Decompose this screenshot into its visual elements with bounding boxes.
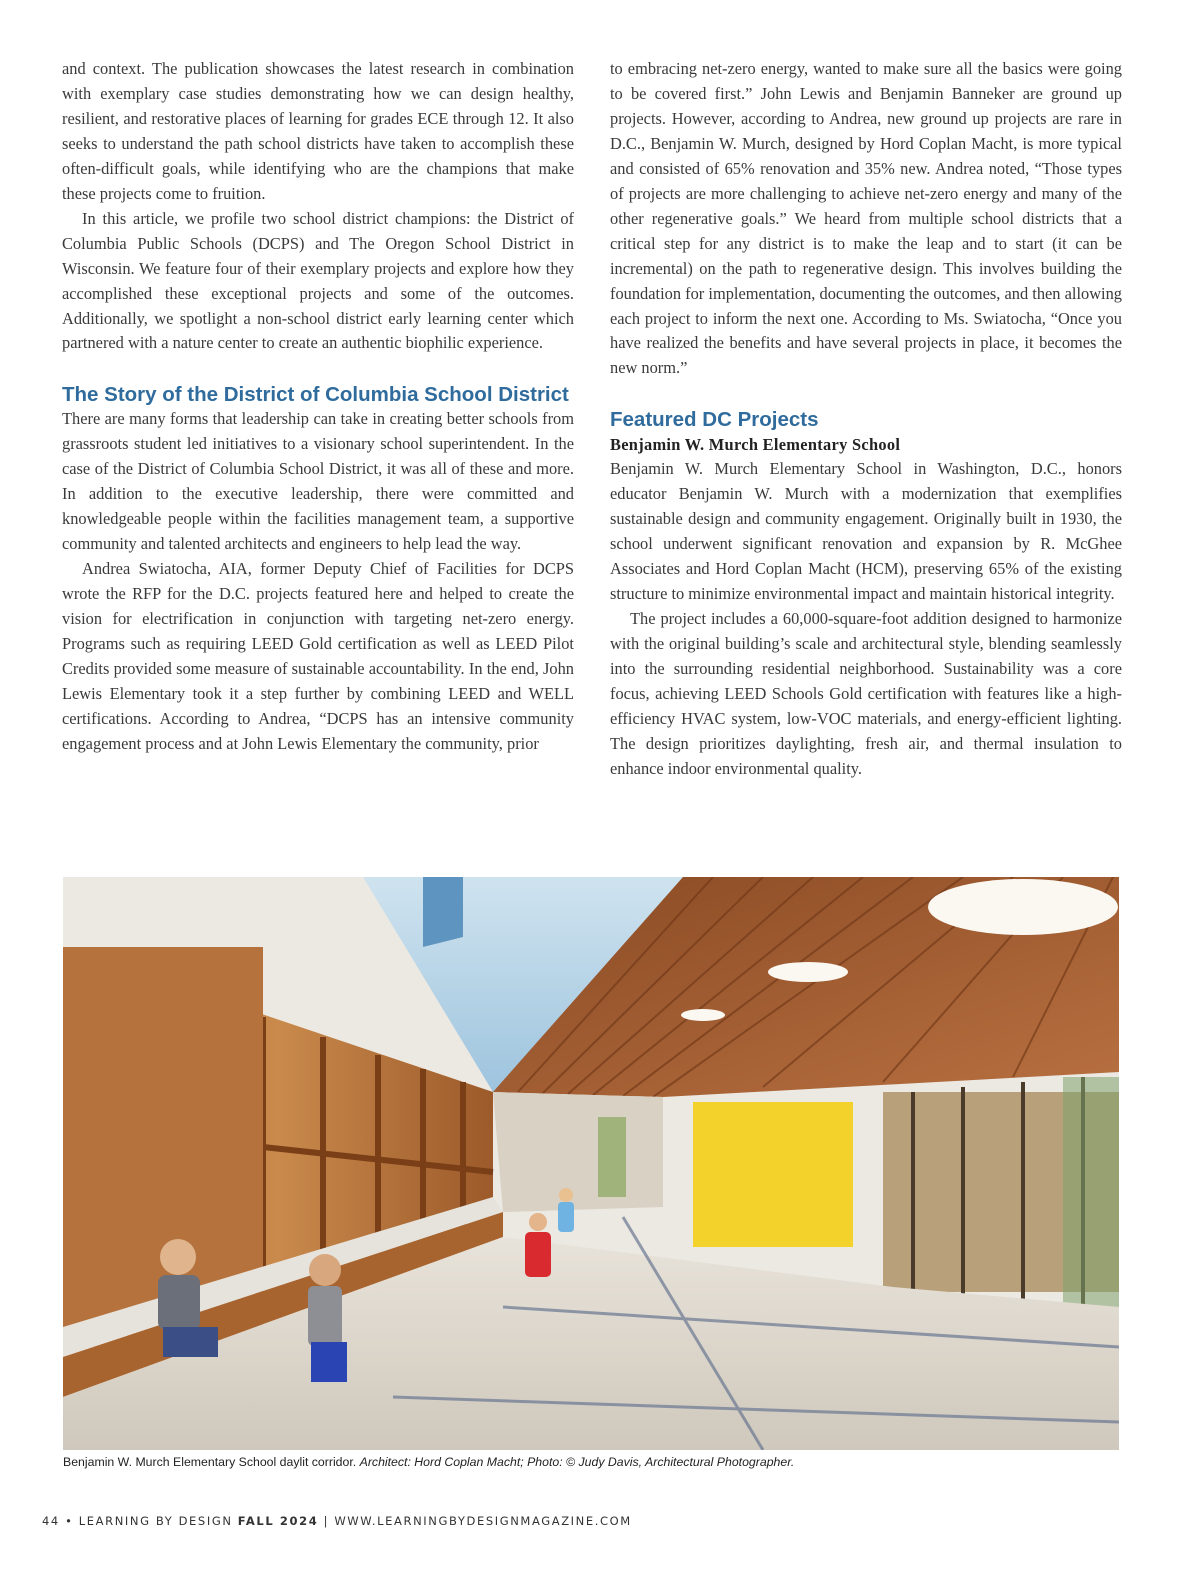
addition-paragraph: The project includes a 60,000-square-foot addition designed to harmonize with the original building’s scale and architectural style, blending seamlessly into the surrounding residential neighborhood. Sustainability was a core focus, achieving LEED Schools Gold certification with features like a high-efficiency HVAC system, low-VOC materials, and energy-efficient lighting. The design prioritizes daylighting, fresh air, and thermal insulation to enhance indoor environmental quality. [610,609,1122,778]
website-link[interactable]: WWW.LEARNINGBYDESIGNMAGAZINE.COM [334,1514,632,1528]
magazine-name: LEARNING BY DESIGN [78,1514,233,1528]
district-story-heading: The Story of the District of Columbia School District [62,383,569,407]
featured-projects-heading: Featured DC Projects [610,408,819,432]
caption-credit: Architect: Hord Coplan Macht; Photo: © Judy Davis, Architectural Photographer. [359,1455,795,1469]
murch-school-subheading: Benjamin W. Murch Elementary School [610,435,901,455]
caption-text: Benjamin W. Murch Elementary School daylit corridor. [63,1455,357,1469]
page-footer [42,1514,632,1528]
right-column [610,57,1122,782]
issue-label: FALL 2024 [237,1514,319,1528]
corridor-photo [63,877,1119,1450]
photo-caption [63,1455,1119,1469]
footer-separator: | [323,1514,330,1528]
murch-paragraph: Benjamin W. Murch Elementary School in Washington, D.C., honors educator Benjamin W. Murch with a modernization that exemplifies sustainable design and community engagement. Originally built in 1930, the school underwent significant renovation and expansion by R. McGhee Associates and Hord Coplan Macht (HCM), preserving 65% of the existing structure to minimize environmental impact and maintain historical integrity. [610,459,1122,604]
page-number: 44 [42,1514,60,1528]
left-column [62,57,574,757]
footer-bullet: • [65,1514,74,1528]
profile-paragraph: In this article, we profile two school district champions: the District of Columbia Public Schools (DCPS) and The Oregon School District in Wisconsin. We feature four of their exemplary projects and explore how they accomplished these exceptional projects and some of the outcomes. Additionally, we spotlight a non-school district early learning center which partnered with a nature center to create an authentic biophilic experience. [62,208,574,353]
leadership-paragraph: There are many forms that leadership can take in creating better schools from grassroots student led initiatives to a visionary school superintendent. In the case of the District of Columbia School District, it was all of these and more. In addition to the executive leadership, there were committed and knowledgeable people within the facilities management team, a supportive community and talented architects and engineers to help lead the way. [62,409,574,554]
swiatocha-paragraph: Andrea Swiatocha, AIA, former Deputy Chief of Facilities for DCPS wrote the RFP for the D.C. projects featured here and helped to create the vision for electrification in conjunction with targeting net-zero energy. Programs such as requiring LEED Gold certification as well as LEED Pilot Credits provided some measure of sustainable accountability. In the end, John Lewis Elementary took it a step further by combining LEED and WELL certifications. According to Andrea, “DCPS has an intensive community engagement process and at John Lewis Elementary the community, prior [62,559,574,753]
intro-paragraph: and context. The publication showcases the latest research in combination with exemplary case studies demonstrating how we can design healthy, resilient, and restorative places of learning for grades ECE through 12. It also seeks to understand the path school districts have taken to accomplish these often-difficult goals, while identifying who are the champions that make these projects come to fruition. [62,59,574,203]
net-zero-paragraph: to embracing net-zero energy, wanted to make sure all the basics were going to be covered first.” John Lewis and Benjamin Banneker are ground up projects. However, according to Andrea, new ground up projects are rare in D.C., Benjamin W. Murch, designed by Hord Coplan Macht, is more typical and consisted of 65% renovation and 35% new. Andrea noted, “Those types of projects are more challenging to achieve net-zero energy and many of the other regenerative goals.” We heard from multiple school districts that a critical step for any district is to make the leap and to start (it can be incremental) on the path to regenerative design. This involves building the foundation for implementation, documenting the outcomes, and then allowing each project to inform the next one. According to Ms. Swiatocha, “Once you have realized the benefits and have several projects in place, it becomes the new norm.” [610,59,1122,378]
